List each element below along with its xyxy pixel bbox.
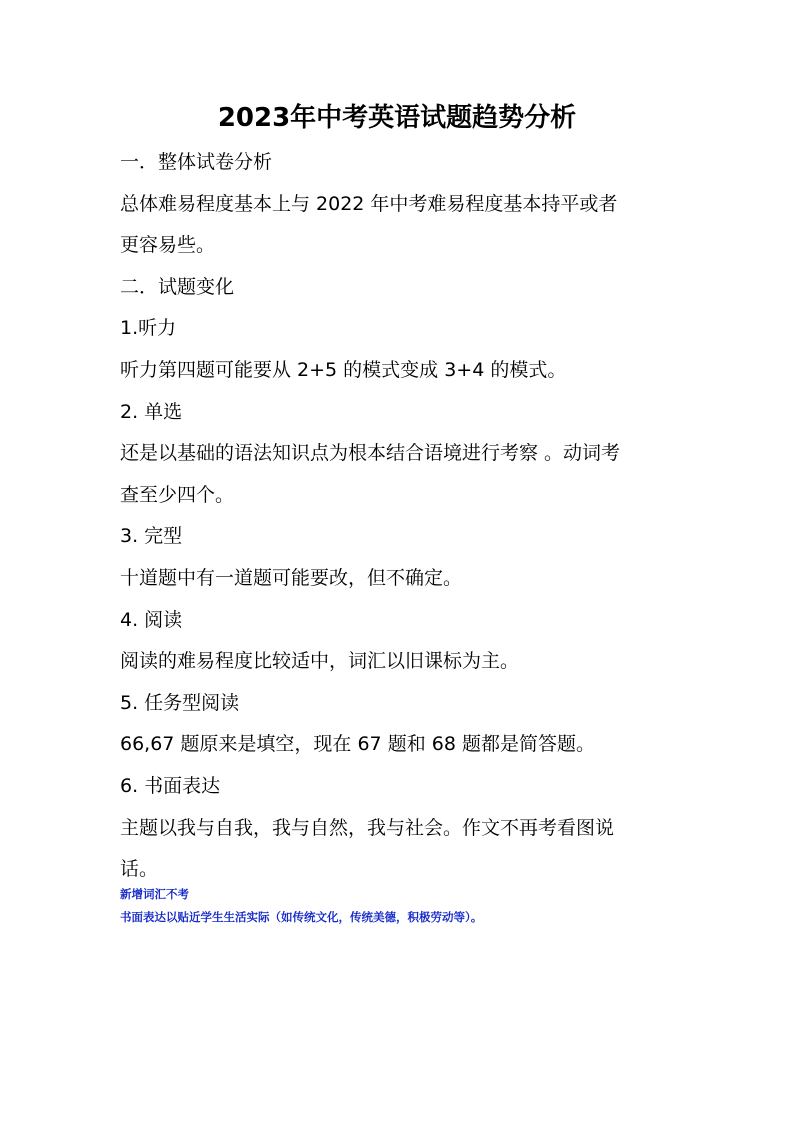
document-title: 2023年中考英语试题趋势分析 <box>217 103 577 133</box>
paragraph-line: 更容易些。 <box>120 234 216 257</box>
paragraph-line: 查至少四个。 <box>120 483 235 506</box>
note-line: 新增词汇不考 <box>120 887 189 901</box>
item-heading-reading: 4. 阅读 <box>120 608 183 631</box>
note-line: 书面表达以贴近学生生活实际（如传统文化，传统美德，积极劳动等）。 <box>120 910 483 924</box>
blue-notes <box>120 883 680 929</box>
paragraph-line: 66,67 题原来是填空，现在 67 题和 68 题都是简答题。 <box>120 733 595 756</box>
item-heading-cloze: 3. 完型 <box>120 525 183 548</box>
paragraph-line: 听力第四题可能要从 2+5 的模式变成 3+4 的模式。 <box>120 358 567 381</box>
paragraph-line: 主题以我与自我，我与自然，我与社会。作文不再考看图说 <box>120 816 615 839</box>
document-body <box>120 142 680 891</box>
paragraph-line: 话。 <box>120 858 159 881</box>
paragraph-line: 总体难易程度基本上与 2022 年中考难易程度基本持平或者 <box>120 192 618 215</box>
item-heading-writing: 6. 书面表达 <box>120 774 221 797</box>
paragraph-line: 阅读的难易程度比较适中，词汇以旧课标为主。 <box>120 650 520 673</box>
item-heading-listening: 1.听力 <box>120 317 177 340</box>
item-heading-single-choice: 2. 单选 <box>120 400 183 423</box>
paragraph-line: 还是以基础的语法知识点为根本结合语境进行考察 。动词考 <box>120 442 621 465</box>
paragraph-line: 十道题中有一道题可能要改，但不确定。 <box>120 566 463 589</box>
section-heading-overall: 一．整体试卷分析 <box>120 151 273 173</box>
item-heading-task-reading: 5. 任务型阅读 <box>120 691 240 714</box>
section-heading-changes: 二．试题变化 <box>120 275 235 298</box>
